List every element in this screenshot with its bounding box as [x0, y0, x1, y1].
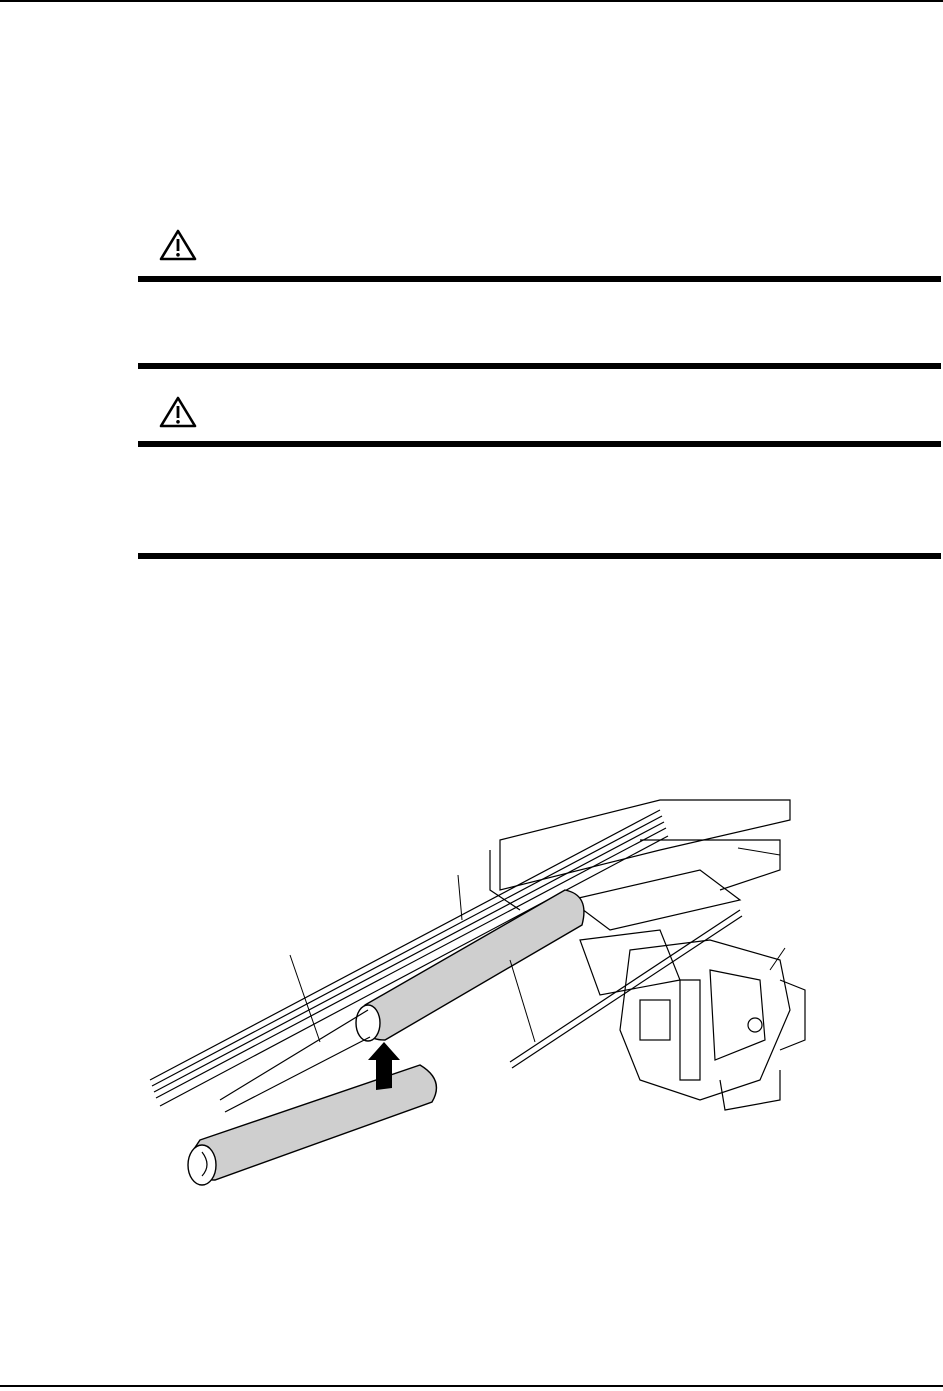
- scanner-carriage-illustration: [140, 780, 820, 1200]
- caution-block-1: [138, 228, 941, 368]
- caution-block-2: [138, 395, 941, 565]
- caution-top-rule: [138, 441, 941, 447]
- page-bottom-rule: [0, 1385, 943, 1387]
- caution-top-rule: [138, 276, 941, 282]
- caution-bottom-rule: [138, 363, 941, 369]
- warning-triangle-icon: [158, 395, 198, 429]
- caution-bottom-rule: [138, 553, 941, 559]
- page-top-rule: [0, 0, 943, 2]
- warning-triangle-icon: [158, 228, 198, 262]
